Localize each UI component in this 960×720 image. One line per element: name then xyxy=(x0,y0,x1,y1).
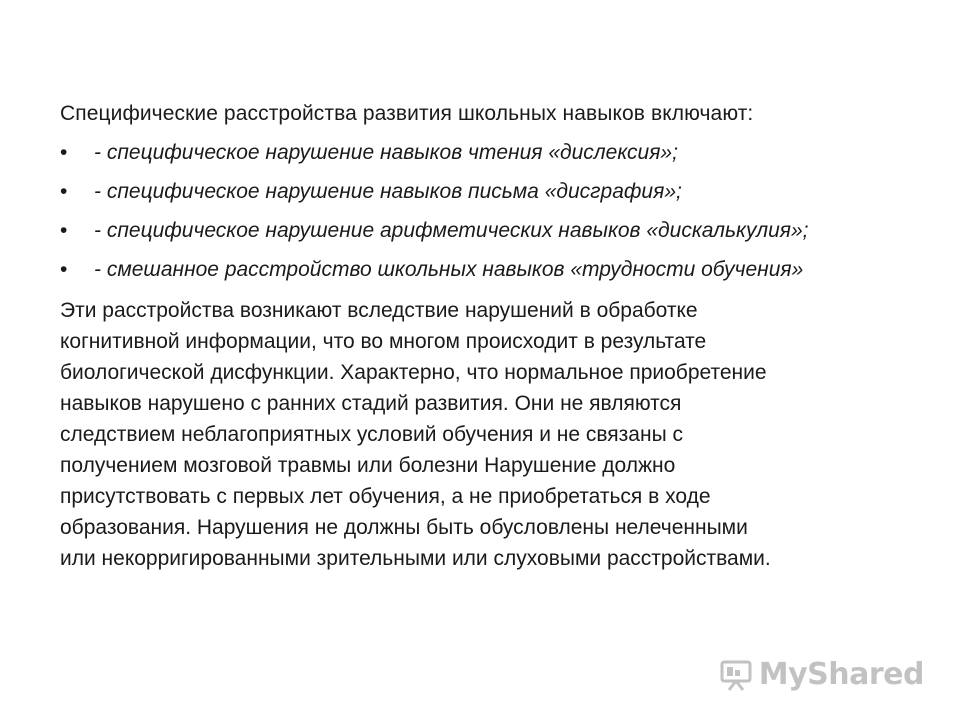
bullet-list xyxy=(60,139,910,284)
bullet-dot: • xyxy=(60,180,68,203)
bullet-text: - специфическое нарушение арифметических навыков «дискалькулия»; xyxy=(94,219,809,242)
presentation-board-icon xyxy=(719,658,753,692)
watermark-text: MyShared xyxy=(758,657,924,692)
list-item xyxy=(60,256,910,284)
bullet-text: - смешанное расстройство школьных навыков «трудности обучения» xyxy=(94,258,804,281)
list-item xyxy=(60,139,910,167)
bullet-text: - специфическое нарушение навыков чтения «дислексия»; xyxy=(94,141,678,164)
list-item xyxy=(60,178,910,206)
bullet-text: - специфическое нарушение навыков письма «дисграфия»; xyxy=(94,180,682,203)
bullet-dot: • xyxy=(60,219,68,242)
slide-content xyxy=(60,100,910,574)
bullet-dot: • xyxy=(60,141,68,164)
watermark-logo xyxy=(719,657,924,692)
intro-text: Специфические расстройства развития школьных навыков включают: xyxy=(60,102,754,125)
list-item xyxy=(60,217,910,245)
bullet-dot: • xyxy=(60,258,68,281)
body-paragraph: Эти расстройства возникают вследствие нарушений в обработке когнитивной информации, что во многом происходит в результате биологической дисфункции. Характерно, что нормальное приобретение навыков нарушено с ранних стадий развития. Они не являются следствием неблагоприятных условий обучения и не связаны с получением мозговой травмы или болезни Нарушение должно присутствовать с первых лет обучения, а не приобретаться в ходе образования. Нарушения не должны быть обусловлены нелеченными или некорригированными зрительными или слуховыми расстройствами. xyxy=(60,299,771,570)
